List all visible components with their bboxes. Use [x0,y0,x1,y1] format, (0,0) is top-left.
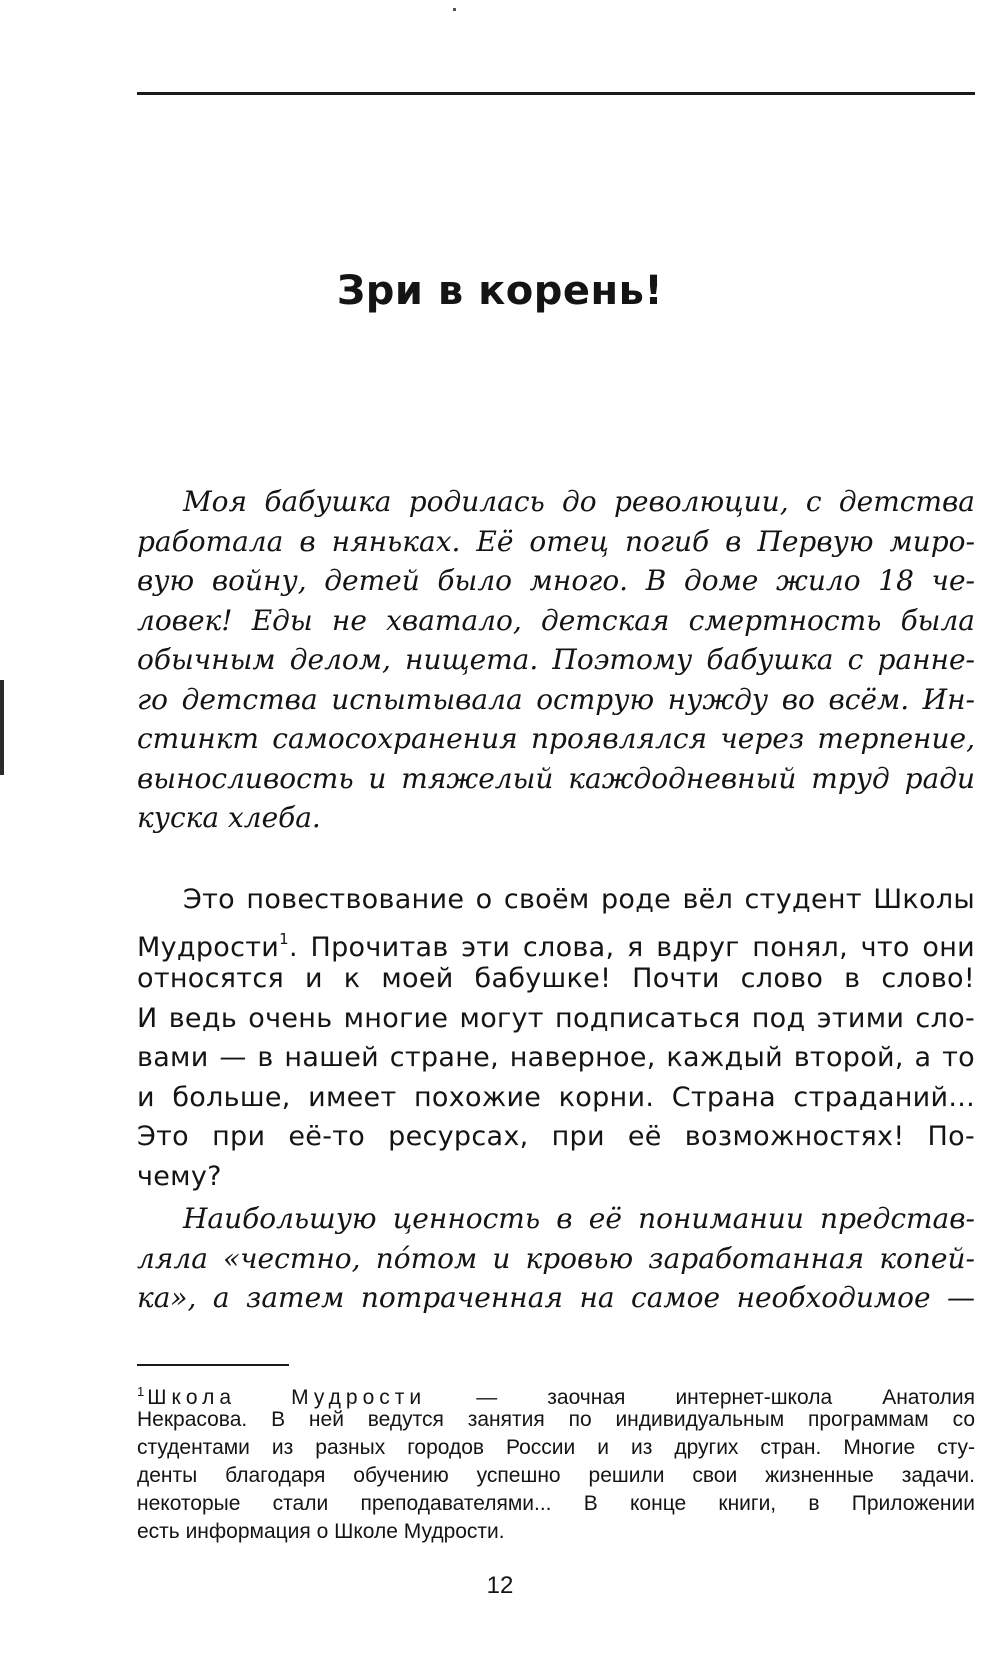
footnote-line: денты благодаря обучению успешно решили свои жизненные задачи. [137,1464,975,1487]
footnote-line [137,1378,975,1409]
footnote-term: Школа Мудрости [147,1386,427,1409]
paragraph-3 [137,1199,975,1318]
scan-edge-mark [0,680,4,775]
text-line: вую войну, детей было много. В доме жило 18 че- [137,564,975,597]
page-number: 12 [486,1572,514,1599]
footnote [137,1378,975,1546]
footnote-line: Некрасова. В ней ведутся занятия по индивидуальным программам со [137,1408,975,1431]
header-rule [137,92,975,95]
text-line: И ведь очень многие могут подписаться под этими сло- [137,1002,975,1034]
text-line: и больше, имеет похожие корни. Страна страданий... [137,1081,975,1113]
footnote-line: студентами из разных городов России и из других стран. Многие сту- [137,1436,975,1459]
text-line: ка», а затем потраченная на самое необходимое — [137,1281,975,1314]
paragraph-1 [137,482,975,838]
footnote-number: 1 [137,1384,145,1399]
footnote-line: есть информация о Школе Мудрости. [137,1520,505,1543]
footnote-reference: 1 [279,929,289,948]
text-fragment: — заочная интернет-школа Анатолия [426,1386,975,1409]
text-line: чему? [137,1160,222,1192]
text-fragment: Мудрости [137,931,280,963]
text-line: стинкт самосохранения проявлялся через терпение, [137,722,975,755]
chapter-title: Зри в корень! [336,268,664,314]
text-line: ловек! Еды не хватало, детская смертность была [137,603,975,637]
text-line: куска хлеба. [137,801,321,834]
text-fragment: . Прочитав эти слова, я вдруг понял, что они [288,931,975,963]
text-line: Наибольшую ценность в её понимании представ- [183,1202,975,1235]
text-line: Моя бабушка родилась до революции, с детства [183,485,975,518]
text-line: относятся и к моей бабушке! Почти слово в слово! [137,963,975,994]
text-line: работала в няньках. Её отец погиб в Первую миро- [137,524,975,558]
text-line: вами — в нашей стране, наверное, каждый второй, а то [137,1042,975,1073]
paragraph-2 [137,880,975,1196]
text-line: Это при её-то ресурсах, при её возможностях! По- [137,1121,975,1152]
text-line: Это повествование о своём роде вёл студент Школы [183,884,975,915]
print-speck [453,8,456,11]
text-line-with-footnote [137,920,975,963]
text-line: обычным делом, нищета. Поэтому бабушка с ранне- [137,643,975,676]
text-line: ляла «честно, пóтом и кровью заработанная копей- [137,1241,975,1275]
text-line: выносливость и тяжелый каждодневный труд ради [137,761,975,795]
text-line: го детства испытывала острую нужду во всём. Ин- [137,682,975,716]
footnote-rule [137,1364,289,1366]
footnote-line: некоторые стали преподавателями... В конце книги, в Приложении [137,1492,975,1515]
